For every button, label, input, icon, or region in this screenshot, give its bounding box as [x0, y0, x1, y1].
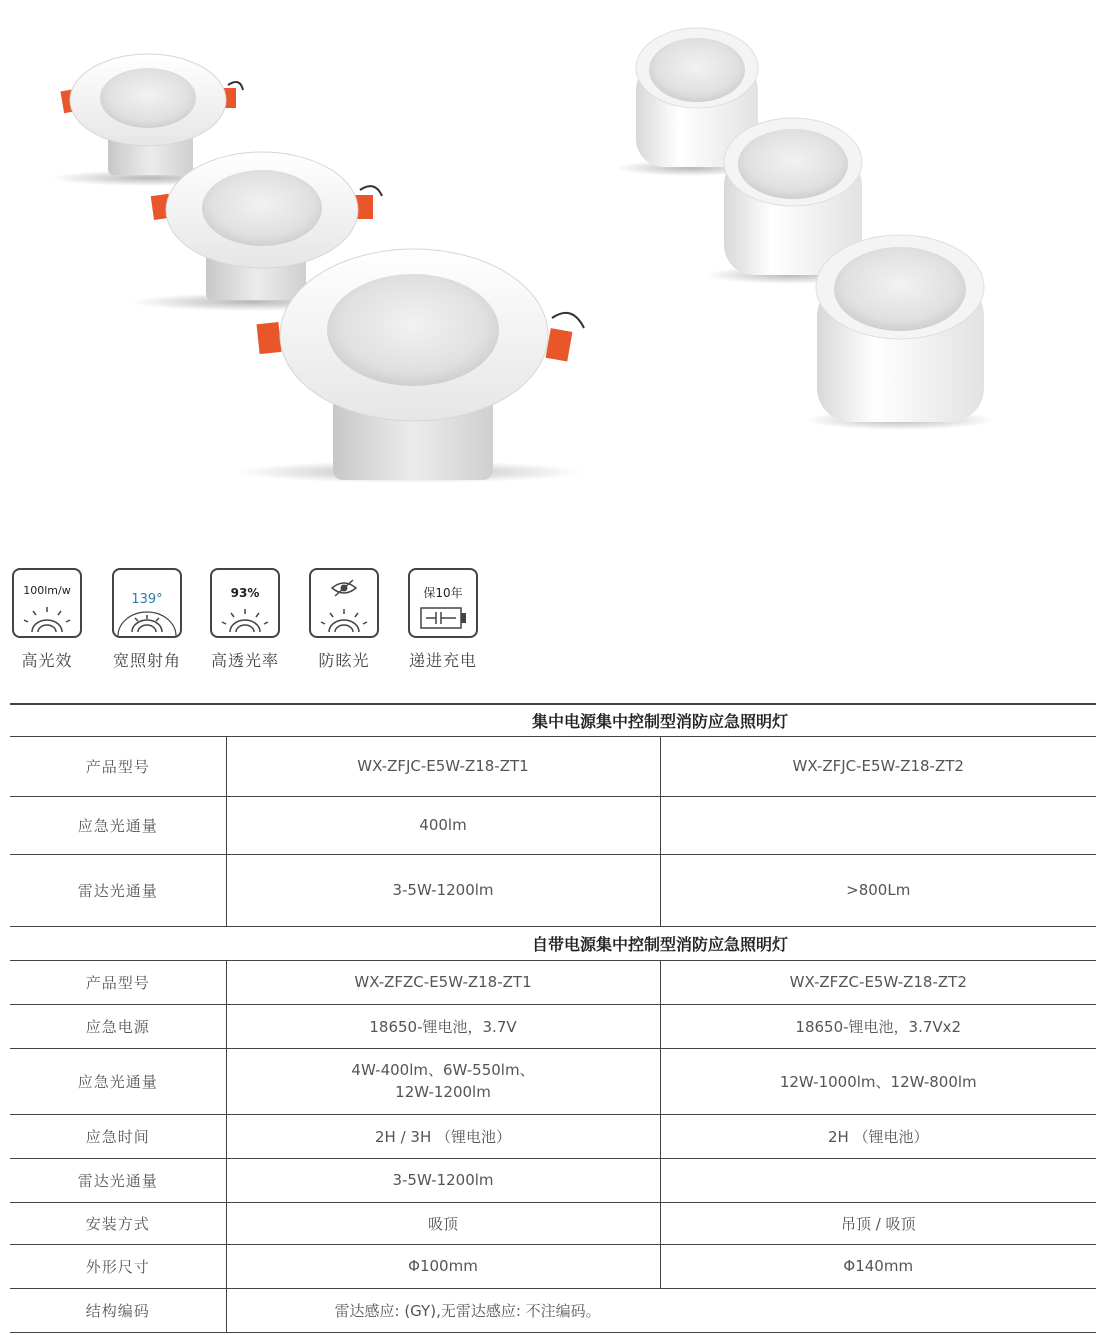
feature-label: 递进充电 [408, 651, 477, 670]
feature-charging [398, 568, 488, 671]
table-section-header [10, 926, 1096, 960]
table-row [10, 854, 1096, 926]
table-row [10, 736, 1096, 796]
table-row [10, 1202, 1096, 1244]
cell-model-1: 2H / 3H （锂电池） [226, 1114, 660, 1158]
feature-value: 保10年 [423, 586, 463, 600]
cell-model-2: Φ140mm [660, 1244, 1096, 1288]
feature-anti-glare [299, 568, 389, 671]
cell-model-2: WX-ZFZC-E5W-Z18-ZT2 [660, 960, 1096, 1004]
cell-model-2: 2H （锂电池） [660, 1114, 1096, 1158]
table-row [10, 1114, 1096, 1158]
row-label: 雷达光通量 [10, 854, 226, 926]
cell-model-2: >800Lm [660, 854, 1096, 926]
row-label: 产品型号 [10, 736, 226, 796]
cell-model-1: Φ100mm [226, 1244, 660, 1288]
cell-model-1: 吸顶 [226, 1202, 660, 1244]
cell-model-2: 12W-1000lm、12W-800lm [660, 1048, 1096, 1114]
sun-rays-icon [14, 570, 80, 636]
row-label: 外形尺寸 [10, 1244, 226, 1288]
row-label: 安装方式 [10, 1202, 226, 1244]
row-label: 应急光通量 [10, 796, 226, 854]
cell-model-1: 400lm [226, 796, 660, 854]
battery-charge-icon [410, 570, 476, 636]
feature-value: 139° [131, 592, 163, 607]
table-row [10, 1004, 1096, 1048]
feature-icons [0, 568, 520, 678]
cell-model-1: WX-ZFZC-E5W-Z18-ZT1 [226, 960, 660, 1004]
cell-model-2: 18650-锂电池，3.7Vx2 [660, 1004, 1096, 1048]
feature-label: 防眩光 [318, 651, 370, 670]
row-label: 雷达光通量 [10, 1158, 226, 1202]
table-row [10, 1158, 1096, 1202]
cell-line: 4W-400lm、6W-550lm、 [351, 1061, 535, 1079]
section-title: 自带电源集中控制型消防应急照明灯 [10, 926, 1096, 960]
beam-angle-icon [114, 570, 180, 636]
cell-model-2: 吊顶 / 吸顶 [660, 1202, 1096, 1244]
cell-model-1: 18650-锂电池，3.7V [226, 1004, 660, 1048]
feature-label: 高透光率 [210, 651, 279, 670]
anti-glare-eye-icon [311, 570, 377, 636]
section-title: 集中电源集中控制型消防应急照明灯 [10, 704, 1096, 736]
table-row [10, 796, 1096, 854]
cell-model-2 [660, 1158, 1096, 1202]
cell-model-1: WX-ZFJC-E5W-Z18-ZT1 [226, 736, 660, 796]
table-row [10, 1244, 1096, 1288]
row-label: 应急时间 [10, 1114, 226, 1158]
table-row [10, 1048, 1096, 1114]
feature-value: 100lm/w [23, 584, 71, 597]
transmittance-icon [212, 570, 278, 636]
table-section-header [10, 704, 1096, 736]
row-label: 结构编码 [10, 1288, 226, 1332]
spec-table [10, 703, 1096, 1333]
row-label: 应急光通量 [10, 1048, 226, 1114]
cell-model-2 [660, 796, 1096, 854]
cell-model-1 [226, 1048, 660, 1114]
product-photo [0, 0, 1100, 540]
surface-light-large [805, 235, 995, 430]
table-row [10, 960, 1096, 1004]
feature-transmittance [200, 568, 290, 671]
cell-structure-code: 雷达感应: (GY),无雷达感应: 不注编码。 [226, 1288, 1096, 1332]
row-label: 应急电源 [10, 1004, 226, 1048]
cell-line: 12W-1200lm [395, 1083, 491, 1101]
table-row [10, 1288, 1096, 1332]
feature-wide-angle [102, 568, 192, 671]
feature-value: 93% [230, 586, 260, 600]
feature-label: 高光效 [21, 651, 73, 670]
feature-high-efficiency [2, 568, 92, 671]
feature-label: 宽照射角 [112, 651, 181, 670]
cell-model-2: WX-ZFJC-E5W-Z18-ZT2 [660, 736, 1096, 796]
row-label: 产品型号 [10, 960, 226, 1004]
cell-model-1: 3-5W-1200lm [226, 1158, 660, 1202]
cell-model-1: 3-5W-1200lm [226, 854, 660, 926]
